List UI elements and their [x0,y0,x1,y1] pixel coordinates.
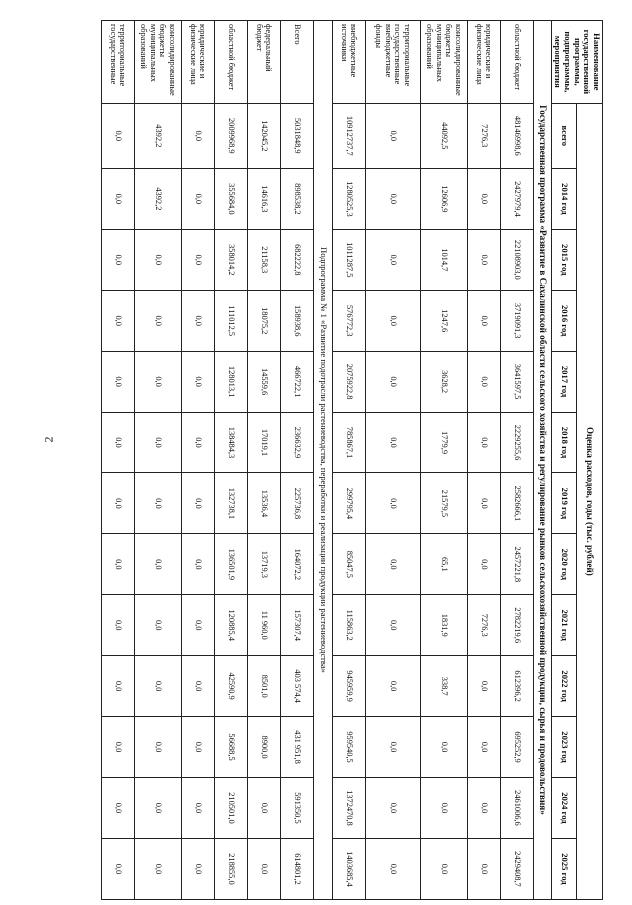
cell-2022: 0,0 [101,656,134,717]
cell-2022: 338,7 [420,656,467,717]
cell-2018: 2229255,6 [500,412,533,473]
cell-2025: 0,0 [134,838,181,899]
cell-2023: 56688,5 [214,717,247,778]
cell-2019: 0,0 [467,473,500,534]
expenditure-table [101,20,603,900]
rotated-table-container [90,20,603,900]
cell-2015: 1011287,5 [332,229,365,290]
cell-2021: 2782219,6 [500,595,533,656]
cell-2022: 42590,9 [214,656,247,717]
estimate-header: Оценка расходов, годы (тыс. рублей) [577,103,603,899]
cell-2021: 0,0 [134,595,181,656]
cell-2016: 576772,3 [332,290,365,351]
cell-total: 10912737,7 [332,103,365,168]
cell-2021: 0,0 [181,595,214,656]
cell-2019: 225736,8 [280,473,313,534]
cell-2016: 0,0 [181,290,214,351]
cell-total: 5031848,9 [280,103,313,168]
cell-2014: 0,0 [365,168,420,229]
cell-total: 2009968,9 [214,103,247,168]
cell-2023: 8900,0 [247,717,280,778]
cell-total: 0,0 [365,103,420,168]
cell-2024: 0,0 [247,777,280,838]
cell-2025: 0,0 [365,838,420,899]
cell-2024: 0,0 [134,777,181,838]
cell-2021: 157307,4 [280,595,313,656]
cell-2016: 3719091,3 [500,290,533,351]
cell-total: 44092,5 [420,103,467,168]
cell-2022: 945959,9 [332,656,365,717]
subprogram-title: Подпрограмма № 1 «Развитие подотрасли растениеводства, переработки и реализации продукции растениеводства» [313,21,332,900]
cell-2022: 0,0 [181,656,214,717]
cell-2024: 0,0 [101,777,134,838]
cell-2018: 785867,1 [332,412,365,473]
cell-2025: 614801,2 [280,838,313,899]
cell-2020: 0,0 [134,534,181,595]
cell-2016: 0,0 [467,290,500,351]
row-label: внебюджетные источники [332,21,365,104]
cell-2020: 164072,2 [280,534,313,595]
cell-2015: 682222,8 [280,229,313,290]
cell-2020: 2457221,8 [500,534,533,595]
cell-2018: 0,0 [101,412,134,473]
cell-2023: 0,0 [101,717,134,778]
cell-2022: 0,0 [365,656,420,717]
row-label: областной бюджет [214,21,247,104]
cell-2015: 0,0 [134,229,181,290]
column-header-2014: 2014 год [551,168,577,229]
column-header-2015: 2015 год [551,229,577,290]
row-label: консолидированные бюджеты муниципальных образований [134,21,181,104]
cell-2023: 431 951,8 [280,717,313,778]
cell-2024: 0,0 [467,777,500,838]
cell-2020: 85047,5 [332,534,365,595]
cell-2021: 7276,3 [467,595,500,656]
cell-2017: 0,0 [181,351,214,412]
cell-2014: 0,0 [467,168,500,229]
cell-2020: 136501,9 [214,534,247,595]
table-row [420,21,467,900]
row-label: территориальные государственные [101,21,134,104]
cell-2022: 0,0 [134,656,181,717]
cell-total: 0,0 [181,103,214,168]
cell-2025: 0,0 [247,838,280,899]
cell-2017: 0,0 [101,351,134,412]
cell-2024: 0,0 [181,777,214,838]
cell-2023: 695252,9 [500,717,533,778]
cell-2019: 0,0 [181,473,214,534]
column-header-2025: 2025 год [551,838,577,899]
cell-2023: 0,0 [134,717,181,778]
cell-2015: 0,0 [101,229,134,290]
cell-2016: 111012,5 [214,290,247,351]
cell-2014: 0,0 [181,168,214,229]
cell-2023: 0,0 [420,717,467,778]
cell-2018: 236632,9 [280,412,313,473]
cell-2022: 0,0 [467,656,500,717]
cell-2016: 18075,2 [247,290,280,351]
cell-2019: 0,0 [134,473,181,534]
cell-2019: 0,0 [101,473,134,534]
cell-2014: 2427979,4 [500,168,533,229]
cell-2022: 612396,2 [500,656,533,717]
cell-2018: 17019,1 [247,412,280,473]
cell-2016: 158938,6 [280,290,313,351]
cell-2017: 14559,6 [247,351,280,412]
cell-2016: 1247,6 [420,290,467,351]
cell-2021: 115863,2 [332,595,365,656]
cell-2024: 1372470,8 [332,777,365,838]
table-viewport [90,20,603,900]
cell-2025: 1403685,4 [332,838,365,899]
cell-2024: 2461006,6 [500,777,533,838]
column-header-2022: 2022 год [551,656,577,717]
cell-2020: 65,1 [420,534,467,595]
cell-2018: 0,0 [365,412,420,473]
row-label: территориальные государственные внебюджетные фонды [365,21,420,104]
cell-2017: 3628,2 [420,351,467,412]
cell-2021: 120885,4 [214,595,247,656]
table-row [101,21,134,900]
table-row [332,21,365,900]
cell-2019: 0,0 [365,473,420,534]
cell-2014: 14616,3 [247,168,280,229]
cell-2019: 132738,1 [214,473,247,534]
cell-2025: 0,0 [181,838,214,899]
cell-2025: 0,0 [101,838,134,899]
cell-2022: 403 574,4 [280,656,313,717]
cell-2015: 22108903,0 [500,229,533,290]
cell-2022: 8501,0 [247,656,280,717]
cell-2020: 0,0 [101,534,134,595]
column-header-2023: 2023 год [551,717,577,778]
cell-2024: 591350,5 [280,777,313,838]
cell-total: 48146998,6 [500,103,533,168]
table-row [214,21,247,900]
cell-2017: 0,0 [467,351,500,412]
cell-2015: 0,0 [181,229,214,290]
cell-2019: 13536,4 [247,473,280,534]
cell-2025: 0,0 [420,838,467,899]
cell-2023: 0,0 [467,717,500,778]
cell-2015: 21158,3 [247,229,280,290]
table-row [365,21,420,900]
row-label: консолидированные бюджеты муниципальных образований [420,21,467,104]
cell-2020: 0,0 [181,534,214,595]
program-title: Государственная программа «Развитие в Сахалинской области сельского хозяйства и регулирование рынков сельскохозяйственной продукции, сырья и продовольствия» [533,21,551,900]
name-column-header: Наименование государственной программы, подпрограммы, мероприятия [551,21,602,104]
cell-2020: 0,0 [365,534,420,595]
cell-total: 0,0 [101,103,134,168]
table-row [467,21,500,900]
cell-2015: 358014,2 [214,229,247,290]
cell-2025: 218855,0 [214,838,247,899]
column-header-2024: 2024 год [551,777,577,838]
table-row [500,21,533,900]
cell-2025: 0,0 [467,838,500,899]
cell-2018: 0,0 [134,412,181,473]
cell-2017: 466722,1 [280,351,313,412]
table-row [134,21,181,900]
cell-2014: 4392,2 [134,168,181,229]
row-label: федеральный бюджет [247,21,280,104]
column-header-2018: 2018 год [551,412,577,473]
cell-2014: 12606,9 [420,168,467,229]
cell-2015: 0,0 [467,229,500,290]
cell-2017: 2075922,8 [332,351,365,412]
column-header-2017: 2017 год [551,351,577,412]
column-header-2020: 2020 год [551,534,577,595]
cell-2016: 0,0 [101,290,134,351]
cell-2023: 0,0 [181,717,214,778]
cell-2020: 13719,3 [247,534,280,595]
cell-2021: 0,0 [365,595,420,656]
row-label: областной бюджет [500,21,533,104]
cell-2016: 0,0 [365,290,420,351]
column-header-total: всего [551,103,577,168]
cell-2021: 1831,9 [420,595,467,656]
cell-2023: 959540,5 [332,717,365,778]
column-header-2021: 2021 год [551,595,577,656]
cell-2019: 299795,4 [332,473,365,534]
cell-2019: 21579,5 [420,473,467,534]
cell-2018: 1779,9 [420,412,467,473]
cell-2015: 0,0 [365,229,420,290]
cell-2014: 1280525,3 [332,168,365,229]
page-number: 2 [41,436,56,443]
cell-2024: 0,0 [365,777,420,838]
cell-2024: 210501,0 [214,777,247,838]
cell-2021: 11 960,0 [247,595,280,656]
cell-2018: 138484,3 [214,412,247,473]
table-row [181,21,214,900]
cell-2025: 2429408,7 [500,838,533,899]
cell-2017: 3641597,5 [500,351,533,412]
cell-2018: 0,0 [467,412,500,473]
cell-2019: 2582666,1 [500,473,533,534]
cell-2023: 0,0 [365,717,420,778]
cell-total: 142045,2 [247,103,280,168]
table-row [280,21,313,900]
table-row [247,21,280,900]
cell-2018: 0,0 [181,412,214,473]
cell-2014: 0,0 [101,168,134,229]
cell-2017: 0,0 [134,351,181,412]
row-label: Всего [280,21,313,104]
column-header-2019: 2019 год [551,473,577,534]
cell-2017: 0,0 [365,351,420,412]
cell-2021: 0,0 [101,595,134,656]
cell-2014: 355684,0 [214,168,247,229]
cell-total: 7276,3 [467,103,500,168]
cell-2024: 0,0 [420,777,467,838]
cell-2017: 128013,1 [214,351,247,412]
column-header-2016: 2016 год [551,290,577,351]
cell-2014: 898538,2 [280,168,313,229]
cell-2020: 0,0 [467,534,500,595]
row-label: юридические и физические лица [467,21,500,104]
cell-2016: 0,0 [134,290,181,351]
cell-total: 4392,2 [134,103,181,168]
cell-2015: 1014,7 [420,229,467,290]
row-label: юридические и физические лица [181,21,214,104]
